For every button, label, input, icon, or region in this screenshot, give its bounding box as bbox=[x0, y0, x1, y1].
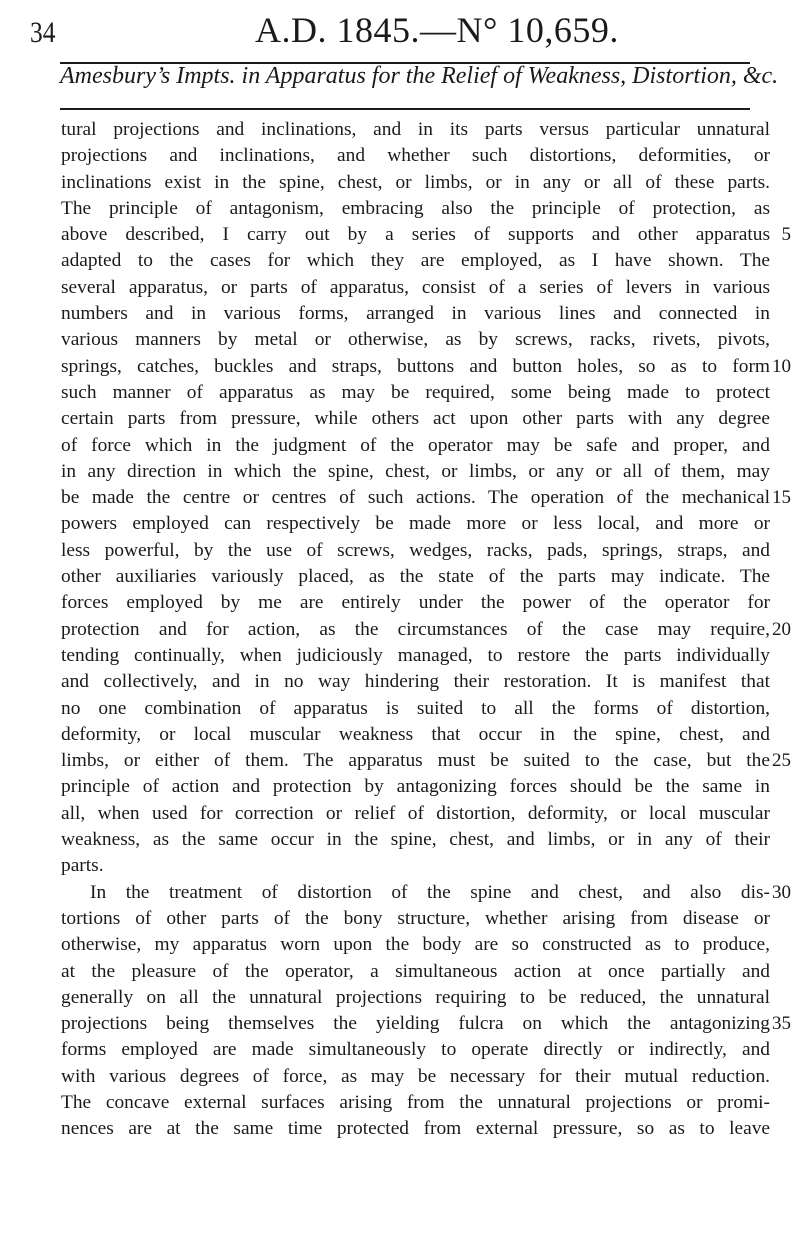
text-line-content: with various degrees of force, as may be necessary for their mutual reduction. bbox=[61, 1065, 770, 1087]
body-text bbox=[61, 117, 791, 1143]
text-line-content: inclinations exist in the spine, chest, or limbs, or in any or all of these parts. bbox=[61, 171, 770, 193]
text-line bbox=[61, 748, 791, 774]
text-line-content: no one combination of apparatus is suited to all the forms of distortion, bbox=[61, 697, 770, 719]
text-line-content: springs, catches, buckles and straps, buttons and button holes, so as to form bbox=[61, 355, 770, 377]
text-line bbox=[61, 932, 770, 958]
text-line-content: of force which in the judgment of the operator may be safe and proper, and bbox=[61, 434, 770, 456]
text-line-content: in any direction in which the spine, chest, or limbs, or any or all of them, may bbox=[61, 460, 770, 482]
text-line bbox=[61, 1090, 770, 1116]
text-line-content: limbs, or either of them. The apparatus must be suited to the case, but the bbox=[61, 750, 770, 772]
text-line bbox=[61, 1011, 791, 1037]
text-line-content: parts. bbox=[61, 855, 104, 877]
text-line-content: forms employed are made simultaneously to operate directly or indirectly, and bbox=[61, 1039, 770, 1061]
text-line-content: such manner of apparatus as may be required, some being made to protect bbox=[61, 381, 770, 403]
text-line bbox=[61, 669, 770, 695]
text-line-content: projections and inclinations, and whether such distortions, deformities, or bbox=[61, 145, 770, 167]
text-line bbox=[61, 696, 770, 722]
text-line-content: several apparatus, or parts of apparatus, consist of a series of levers in various bbox=[61, 276, 770, 298]
margin-line-number: 35 bbox=[772, 1013, 791, 1035]
text-line-content: certain parts from pressure, while others act upon other parts with any degree bbox=[61, 408, 770, 430]
text-line bbox=[61, 143, 770, 169]
margin-line-number: 15 bbox=[772, 487, 791, 509]
text-line-content: In the treatment of distortion of the spine and chest, and also dis- bbox=[90, 881, 770, 903]
text-line bbox=[61, 774, 770, 800]
margin-line-number: 20 bbox=[772, 618, 791, 640]
text-line bbox=[61, 985, 770, 1011]
text-line bbox=[61, 380, 770, 406]
running-title: Amesbury’s Impts. in Apparatus for the Relief of Weakness, Distortion, &c. bbox=[60, 63, 779, 89]
text-line-content: tortions of other parts of the bony structure, whether arising from disease or bbox=[61, 907, 770, 929]
text-line bbox=[61, 459, 770, 485]
text-line bbox=[61, 170, 770, 196]
text-line-content: and collectively, and in no way hindering their restoration. It is manifest that bbox=[61, 671, 770, 693]
text-line-content: numbers and in various forms, arranged in various lines and connected in bbox=[61, 303, 770, 325]
text-line-content: be made the centre or centres of such actions. The operation of the mechanical bbox=[61, 487, 770, 509]
text-line bbox=[61, 248, 770, 274]
text-line-content: all, when used for correction or relief of distortion, deformity, or local muscular bbox=[61, 802, 770, 824]
text-line bbox=[61, 906, 770, 932]
text-line bbox=[61, 880, 791, 906]
text-line-content: principle of action and protection by antagonizing forces should be the same in bbox=[61, 776, 770, 798]
text-line-content: tural projections and inclinations, and in its parts versus particular unnatural bbox=[61, 119, 770, 140]
text-line bbox=[61, 275, 770, 301]
text-line-content: powers employed can respectively be made more or less local, and more or bbox=[61, 513, 770, 535]
text-line-content: deformity, or local muscular weakness that occur in the spine, chest, and bbox=[61, 723, 770, 745]
text-line-content: The principle of antagonism, embracing also the principle of protection, as bbox=[61, 197, 770, 219]
text-line bbox=[61, 222, 791, 248]
margin-line-number: 25 bbox=[772, 750, 791, 772]
text-line bbox=[61, 617, 791, 643]
text-line bbox=[61, 722, 770, 748]
text-line-content: above described, I carry out by a series of supports and other apparatus bbox=[61, 224, 770, 246]
text-line bbox=[61, 959, 770, 985]
text-line-content: protection and for action, as the circumstances of the case may require, bbox=[61, 618, 770, 640]
text-line bbox=[61, 1037, 770, 1063]
text-line-content: generally on all the unnatural projections requiring to be reduced, the unnatural bbox=[61, 986, 770, 1008]
text-line-content: tending continually, when judiciously managed, to restore the parts individually bbox=[61, 644, 770, 666]
page-number: 34 bbox=[30, 16, 56, 49]
text-line-content: at the pleasure of the operator, a simultaneous action at once partially and bbox=[61, 960, 770, 982]
text-line-content: nences are at the same time protected from external pressure, so as to leave bbox=[61, 1118, 770, 1140]
text-line bbox=[61, 564, 770, 590]
text-line bbox=[61, 590, 770, 616]
text-line bbox=[61, 853, 770, 879]
text-line-content: various manners by metal or otherwise, as by screws, racks, rivets, pivots, bbox=[61, 329, 770, 351]
text-line-content: other auxiliaries variously placed, as the state of the parts may indicate. The bbox=[61, 566, 770, 588]
text-line-content: less powerful, by the use of screws, wedges, racks, pads, springs, straps, and bbox=[61, 539, 770, 561]
text-line bbox=[61, 196, 770, 222]
text-line bbox=[61, 827, 770, 853]
text-line bbox=[61, 301, 770, 327]
text-line bbox=[61, 1064, 770, 1090]
text-line bbox=[61, 485, 791, 511]
text-line bbox=[61, 643, 770, 669]
margin-line-number: 5 bbox=[781, 224, 791, 246]
text-line-content: The concave external surfaces arising from the unnatural projections or promi- bbox=[61, 1091, 770, 1113]
page-header bbox=[30, 12, 770, 52]
text-line bbox=[61, 511, 770, 537]
text-line bbox=[61, 117, 770, 143]
text-line bbox=[61, 433, 770, 459]
text-line-content: projections being themselves the yielding fulcra on which the antagonizing bbox=[61, 1013, 770, 1035]
header-rule-bottom bbox=[60, 108, 750, 110]
text-line bbox=[61, 1116, 770, 1142]
margin-line-number: 10 bbox=[772, 355, 791, 377]
text-line bbox=[61, 801, 770, 827]
text-line-content: weakness, as the same occur in the spine, chest, and limbs, or in any of their bbox=[61, 829, 770, 851]
text-line-content: otherwise, my apparatus worn upon the body are so constructed as to produce, bbox=[61, 934, 770, 956]
text-line-content: adapted to the cases for which they are employed, as I have shown. The bbox=[61, 250, 770, 272]
text-line bbox=[61, 538, 770, 564]
text-line bbox=[61, 354, 791, 380]
margin-line-number: 30 bbox=[772, 881, 791, 903]
text-line bbox=[61, 327, 770, 353]
patent-number: A.D. 1845.—N° 10,659. bbox=[255, 10, 619, 50]
text-line bbox=[61, 406, 770, 432]
text-line-content: forces employed by me are entirely under the power of the operator for bbox=[61, 592, 770, 614]
